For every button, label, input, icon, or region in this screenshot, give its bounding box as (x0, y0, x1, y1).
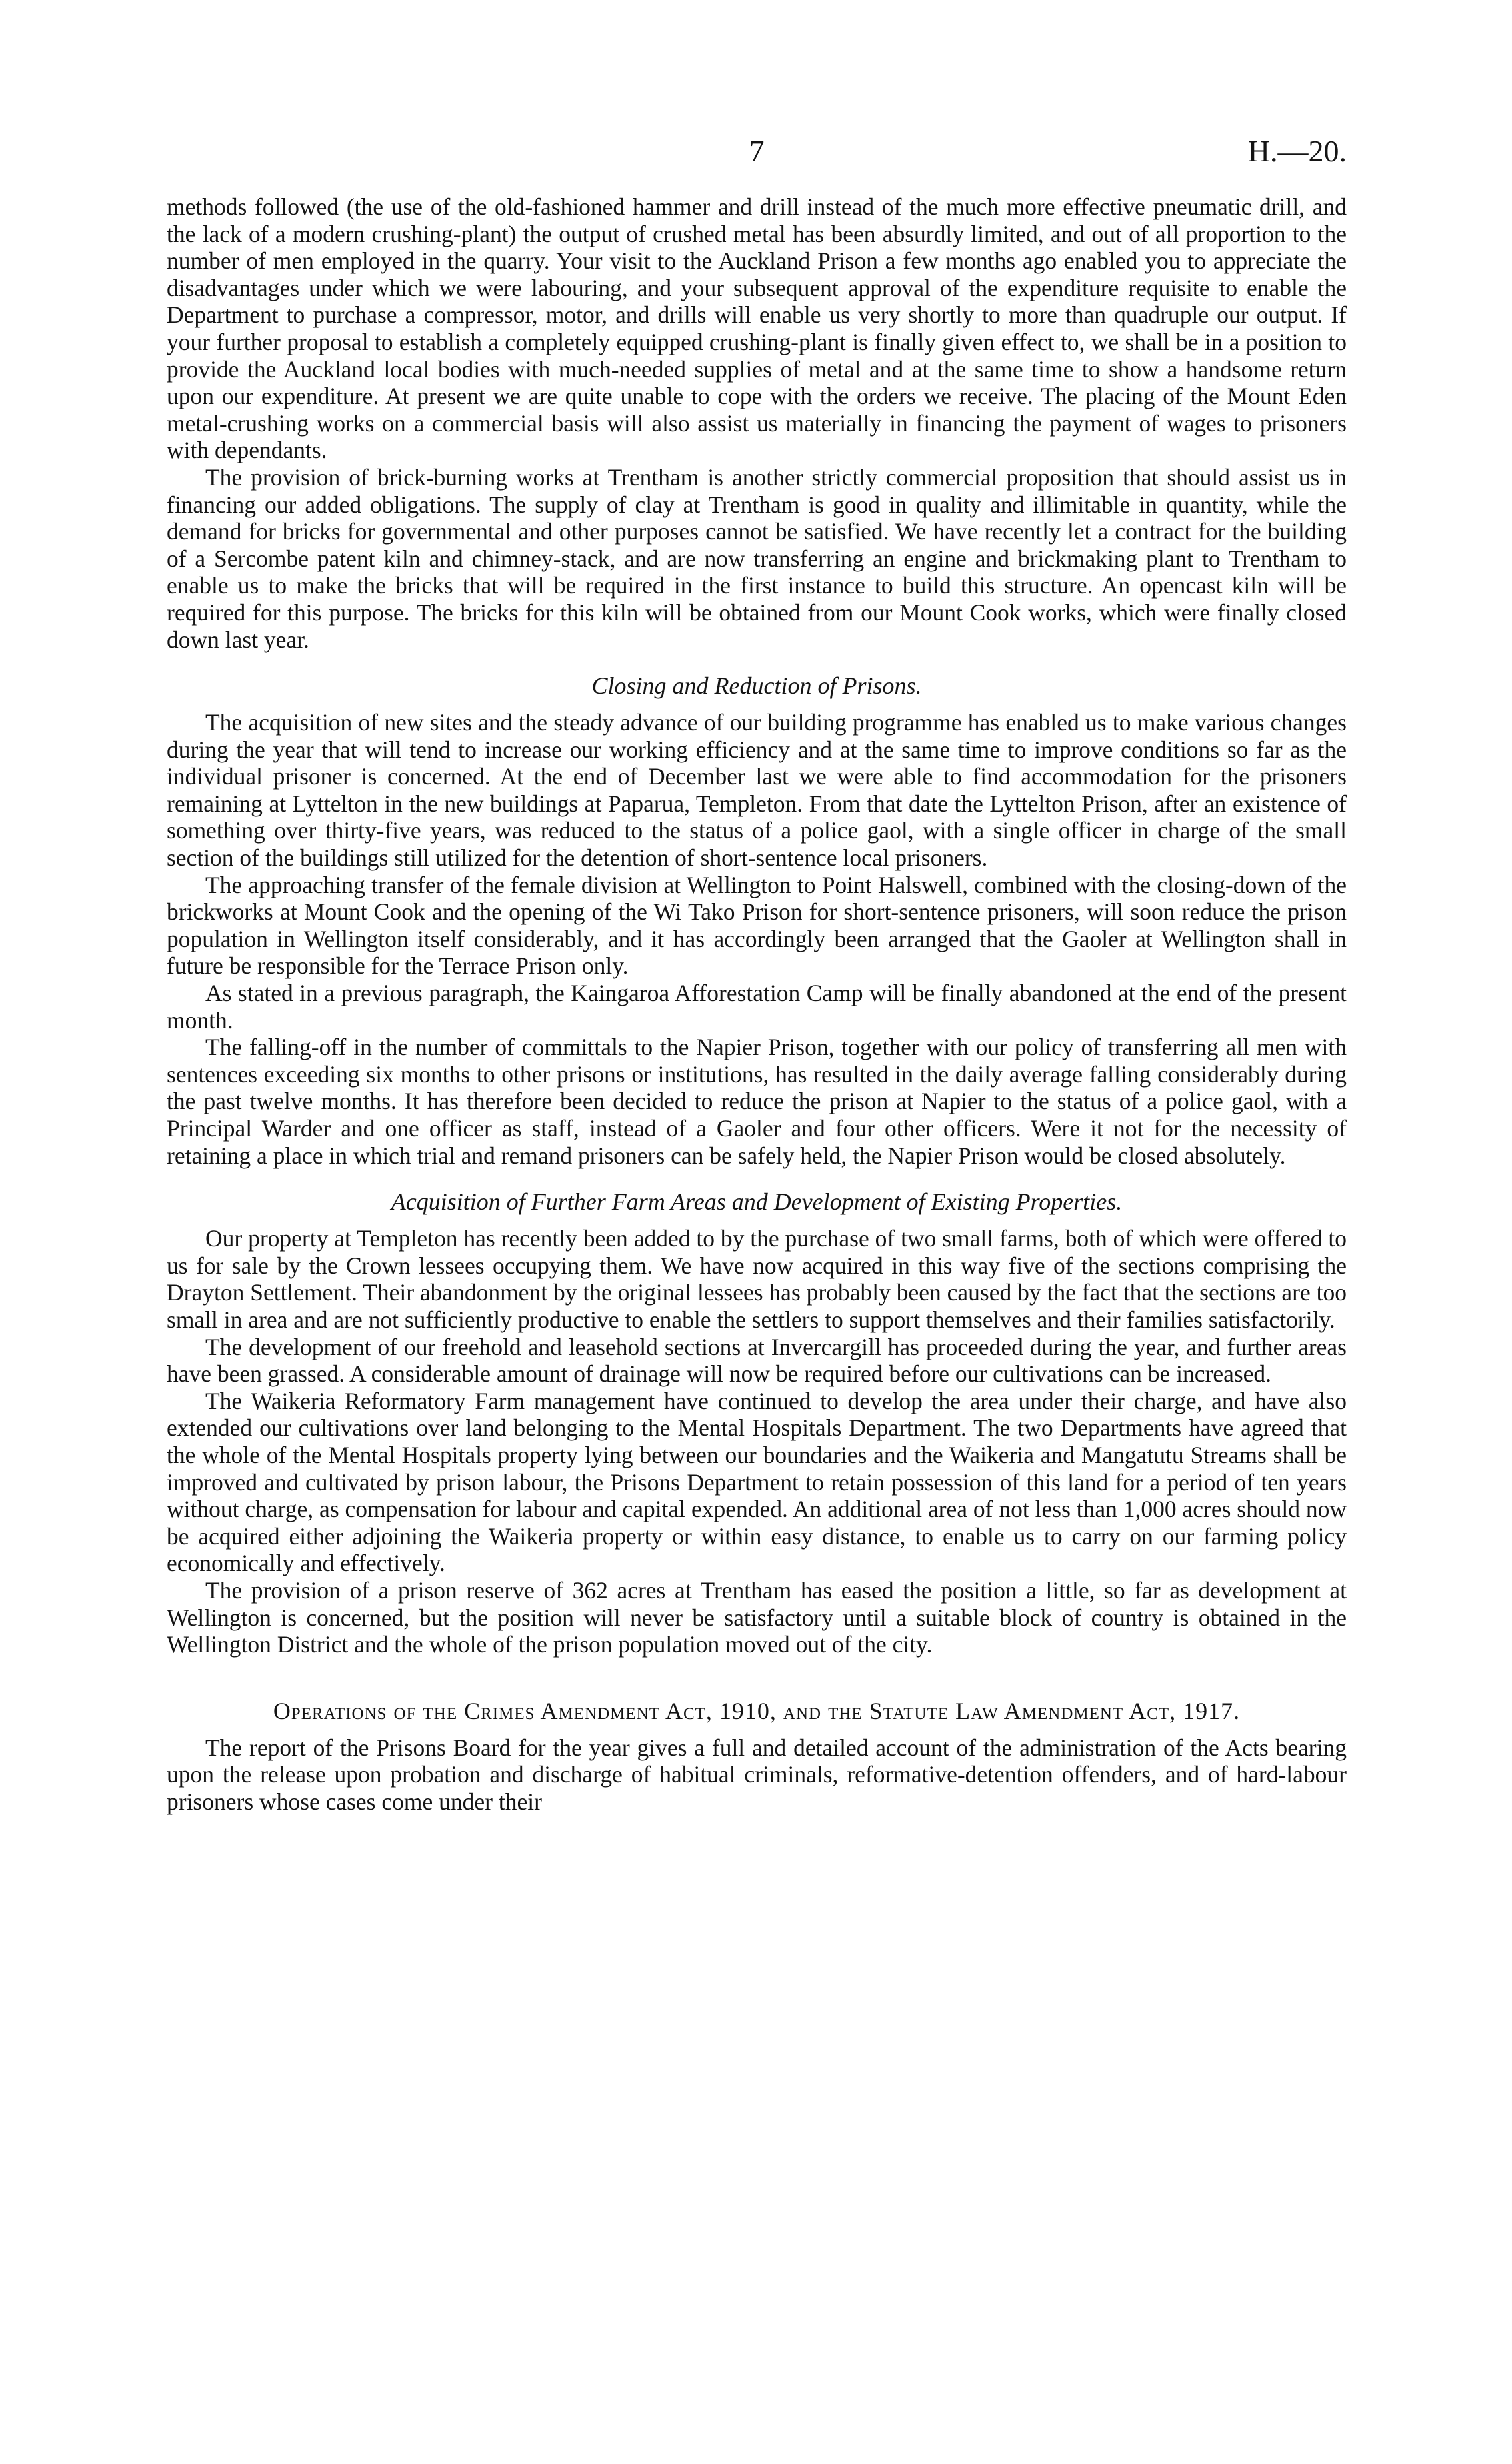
paragraph: The report of the Prisons Board for the year gives a full and detailed account of the administration of the Acts bearing upon the release upon probation and discharge of habitual criminals, reformative-detention offenders, and of hard-labour prisoners whose cases come under their (167, 1734, 1347, 1815)
section-heading-crimes-act: Operations of the Crimes Amendment Act, 1910, and the Statute Law Amendment Act, 1917. (273, 1697, 1241, 1724)
paragraph: The Waikeria Reformatory Farm management have continued to develop the area under their charge, and have also extended our cultivations over land belonging to the Mental Hospitals Department. The two Departments have agreed that the whole of the Mental Hospitals property lying between our boundaries and the Waikeria and Mangatutu Streams shall be improved and cultivated by prison labour, the Prisons Department to retain possession of this land for a period of ten years without charge, as compensation for labour and capital expended. An additional area of not less than 1,000 acres should now be acquired either adjoining the Waikeria property or within easy distance, to enable us to carry on our farming policy economically and effectively. (167, 1387, 1347, 1577)
paragraph: As stated in a previous paragraph, the Kaingaroa Afforestation Camp will be finally abandoned at the end of the present month. (167, 980, 1347, 1034)
paragraph: Our property at Templeton has recently been added to by the purchase of two small farms, both of which were offered to us for sale by the Crown lessees occupying them. We have now acquired in this way five of the sections comprising the Drayton Settlement. Their abandonment by the original lessees has probably been caused by the fact that the sections are too small in area and are not sufficiently productive to enable the settlers to support themselves and their families satisfactorily. (167, 1225, 1347, 1333)
paragraph: The approaching transfer of the female division at Wellington to Point Halswell, combined with the closing-down of the brickworks at Mount Cook and the opening of the Wi Tako Prison for short-sentence prisoners, will soon reduce the prison population in Wellington itself considerably, and it has accordingly been arranged that the Gaoler at Wellington shall in future be responsible for the Terrace Prison only. (167, 871, 1347, 980)
page-header (167, 133, 1347, 193)
document-page (167, 133, 1347, 1815)
paragraph: The development of our freehold and leasehold sections at Invercargill has proceeded during the year, and further areas have been grassed. A considerable amount of drainage will now be required before our cultivations can be increased. (167, 1333, 1347, 1388)
paragraph: The falling-off in the number of committals to the Napier Prison, together with our policy of transferring all men with sentences exceeding six months to other prisons or institutions, has resulted in the daily average falling considerably during the past twelve months. It has therefore been decided to reduce the prison at Napier to the status of a police gaol, with a Principal Warder and one officer as staff, instead of a Gaoler and four other officers. Were it not for the necessity of retaining a place in which trial and remand prisoners can be safely held, the Napier Prison would be closed absolutely. (167, 1034, 1347, 1169)
page-number: 7 (749, 134, 765, 168)
paragraph: The provision of a prison reserve of 362 acres at Trentham has eased the position a little, so far as development at Wellington is concerned, but the position will never be satisfactory until a suitable block of country is obtained in the Wellington District and the whole of the prison population moved out of the city. (167, 1576, 1347, 1658)
section-heading-farm-areas: Acquisition of Further Farm Areas and Development of Existing Properties. (391, 1188, 1123, 1216)
section-heading-closing-prisons: Closing and Reduction of Prisons. (591, 672, 922, 700)
paragraph: The acquisition of new sites and the steady advance of our building programme has enabled us to make various changes during the year that will tend to increase our working efficiency and at the same time to improve conditions so far as the individual prisoner is concerned. At the end of December last we were able to find accommodation for the prisoners remaining at Lyttelton in the new buildings at Paparua, Templeton. From that date the Lyttelton Prison, after an existence of something over thirty-five years, was reduced to the status of a police gaol, with a single officer in charge of the small section of the buildings still utilized for the detention of short-sentence local prisoners. (167, 709, 1347, 872)
paragraph: The provision of brick-burning works at Trentham is another strictly commercial proposition that should assist us in financing our added obligations. The supply of clay at Trentham is good in quality and illimitable in quantity, while the demand for bricks for governmental and other purposes cannot be satisfied. We have recently let a contract for the building of a Sercombe patent kiln and chimney-stack, and are now transferring an engine and brickmaking plant to Trentham to enable us to make the bricks that will be required in the first instance to build this structure. An opencast kiln will be required for this purpose. The bricks for this kiln will be obtained from our Mount Cook works, which were finally closed down last year. (167, 463, 1347, 653)
paragraph: methods followed (the use of the old-fashioned hammer and drill instead of the much more effective pneumatic drill, and the lack of a modern crushing-plant) the output of crushed metal has been absurdly limited, and out of all proportion to the number of men employed in the quarry. Your visit to the Auckland Prison a few months ago enabled you to appreciate the disadvantages under which we were labouring, and your subsequent approval of the expenditure requisite to enable the Department to purchase a compressor, motor, and drills will enable us very shortly to more than quadruple our output. If your further proposal to establish a completely equipped crushing-plant is finally given effect to, we shall be in a position to provide the Auckland local bodies with much-needed supplies of metal and at the same time to show a handsome return upon our expenditure. At present we are quite unable to cope with the orders we receive. The placing of the Mount Eden metal-crushing works on a commercial basis will also assist us materially in financing the payment of wages to prisoners with dependants. (167, 193, 1347, 464)
document-reference: H.—20. (1247, 134, 1347, 168)
